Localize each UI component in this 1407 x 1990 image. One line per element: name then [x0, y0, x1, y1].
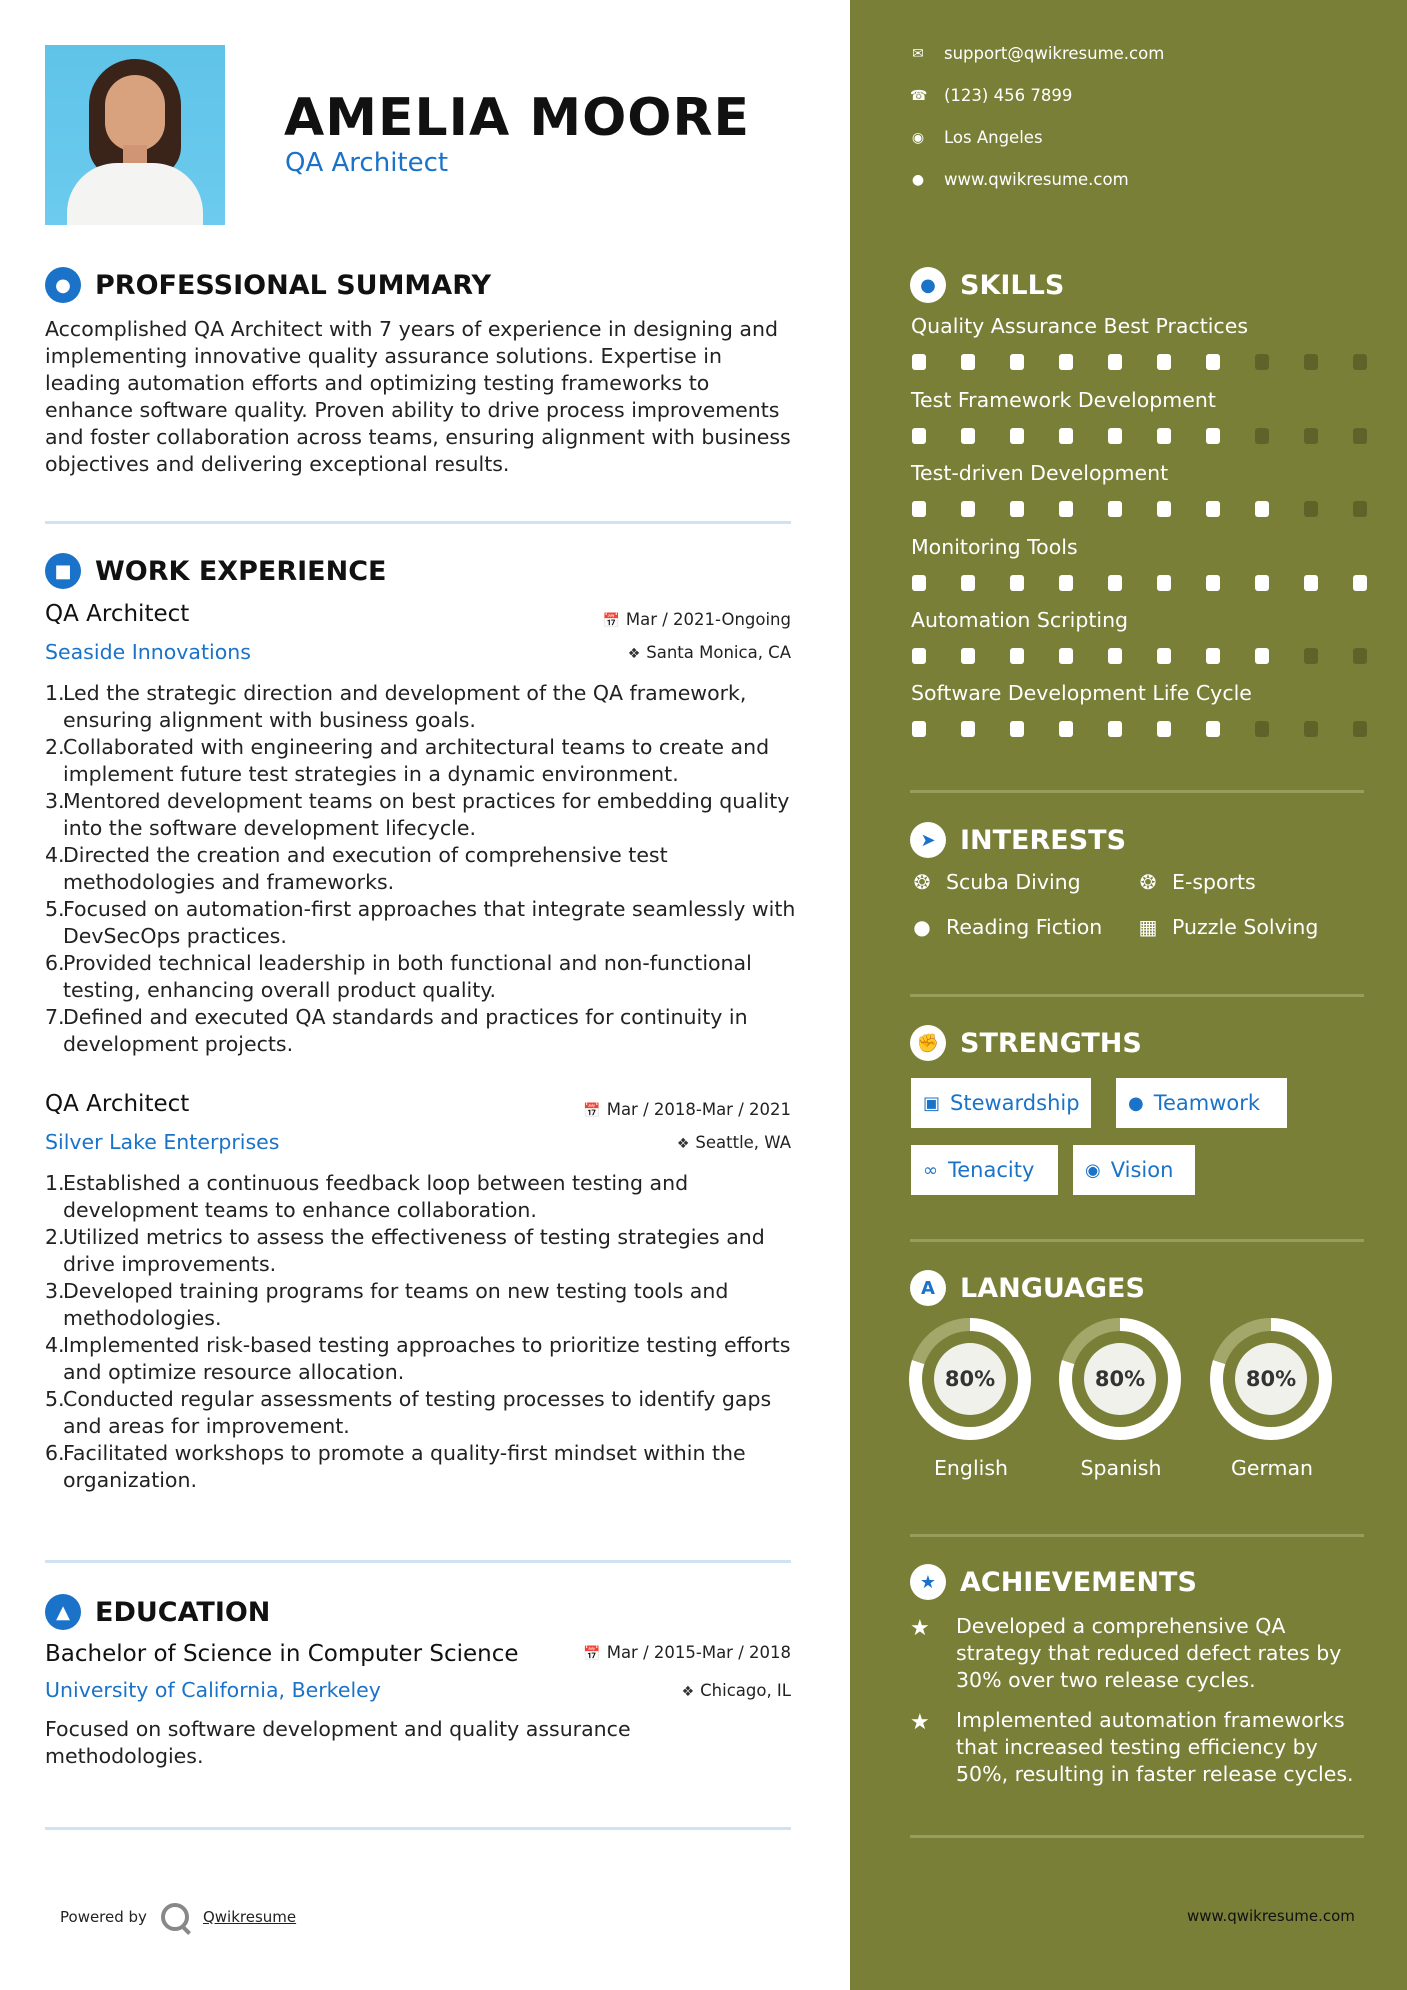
list-item: 3. Mentored development teams on best practices for embedding quality into the software development lifecycle. — [45, 789, 790, 840]
education-dates: 📅 Mar / 2015-Mar / 2018 — [583, 1643, 791, 1662]
skill-dot — [1059, 501, 1073, 517]
skill-name: Test-driven Development — [911, 461, 1169, 485]
skill-dot — [1353, 721, 1367, 737]
list-item: 1. Led the strategic direction and development of the QA framework, ensuring alignment with business goals. — [45, 681, 747, 732]
job-dates: 📅 Mar / 2018-Mar / 2021 — [583, 1100, 791, 1119]
interest-item: ● Reading Fiction — [910, 915, 1102, 939]
strength-badge: ● Teamwork — [1116, 1078, 1287, 1128]
language-name: German — [1230, 1456, 1314, 1480]
briefcase-icon: ▣ — [923, 1092, 941, 1114]
section-divider — [910, 1835, 1364, 1838]
education-location: ❖ Chicago, IL — [681, 1681, 791, 1700]
skill-dot — [912, 428, 926, 444]
skill-dot — [1353, 648, 1367, 664]
lifebuoy-icon: ❂ — [1139, 870, 1157, 894]
list-item: 7. Defined and executed QA standards and practices for continuity in development projects. — [45, 1005, 748, 1056]
translate-icon: A — [910, 1270, 946, 1306]
list-item: 1. Established a continuous feedback loop between testing and development teams to enhance collaboration. — [45, 1171, 689, 1222]
job-dates: 📅 Mar / 2021-Ongoing — [602, 610, 791, 629]
skill-dot — [1206, 575, 1220, 591]
work-title: WORK EXPERIENCE — [95, 555, 387, 587]
link-icon: ∞ — [923, 1159, 938, 1181]
user-icon: ● — [45, 267, 81, 303]
skill-dot — [1157, 648, 1171, 664]
list-item: 6. Provided technical leadership in both functional and non-functional testing, enhancing overall product quality. — [45, 951, 752, 1002]
calendar-icon: 📅 — [583, 1646, 601, 1662]
section-divider — [910, 1534, 1364, 1537]
skill-dot — [961, 575, 975, 591]
qwikresume-logo-icon — [161, 1903, 189, 1931]
pin-icon: ❖ — [627, 646, 641, 662]
map-marker-icon: ◉ — [911, 129, 925, 146]
skill-dot — [1157, 575, 1171, 591]
skill-dot — [1304, 575, 1318, 591]
skill-dot — [1255, 721, 1269, 737]
skill-dot — [1255, 501, 1269, 517]
skill-name: Software Development Life Cycle — [911, 681, 1252, 705]
language-item — [909, 1318, 1033, 1480]
skill-dot — [1206, 354, 1220, 370]
skill-dot — [1010, 501, 1024, 517]
skill-dot — [1255, 428, 1269, 444]
powered-by — [60, 1903, 296, 1931]
list-item: 2. Utilized metrics to assess the effectiveness of testing strategies and drive improvements. — [45, 1225, 765, 1276]
section-divider — [45, 1827, 791, 1830]
interest-item: ❂ Scuba Diving — [910, 870, 1081, 894]
chair-icon: ■ — [45, 553, 81, 589]
candidate-role: QA Architect — [285, 148, 449, 178]
skill-dot — [1304, 501, 1318, 517]
contact-phone: ☎ (123) 456 7899 — [910, 86, 1073, 105]
globe-icon: ● — [911, 171, 925, 188]
job-responsibilities — [45, 680, 805, 1058]
achievements-heading — [910, 1564, 1197, 1600]
skill-dot — [1108, 428, 1122, 444]
skill-dot — [912, 648, 926, 664]
skill-dot — [1108, 648, 1122, 664]
skill-dot — [1157, 501, 1171, 517]
skill-dot — [912, 501, 926, 517]
section-divider — [910, 790, 1364, 793]
skill-dot — [1304, 721, 1318, 737]
job-location: ❖ Seattle, WA — [676, 1133, 791, 1152]
skill-dot — [961, 721, 975, 737]
language-progress-ring: 80% — [1059, 1318, 1181, 1440]
skill-dot — [1353, 501, 1367, 517]
skill-dot — [1255, 354, 1269, 370]
list-item: 6. Facilitated workshops to promote a quality-first mindset within the organization. — [45, 1441, 746, 1492]
summary-title: PROFESSIONAL SUMMARY — [95, 269, 492, 301]
skill-dot — [1108, 721, 1122, 737]
skill-dot — [1010, 721, 1024, 737]
brand-link[interactable]: Qwikresume — [202, 1908, 297, 1926]
skill-dot — [1059, 648, 1073, 664]
job-responsibilities — [45, 1170, 805, 1494]
achievements-title: ACHIEVEMENTS — [960, 1566, 1197, 1598]
degree-title: Bachelor of Science in Computer Science — [45, 1641, 519, 1667]
skill-dot — [961, 354, 975, 370]
school-name: University of California, Berkeley — [45, 1678, 381, 1702]
strengths-title: STRENGTHS — [960, 1027, 1142, 1059]
skill-dot — [1157, 721, 1171, 737]
job-location: ❖ Santa Monica, CA — [627, 643, 791, 662]
summary-text: Accomplished QA Architect with 7 years of experience in designing and implementing innovative quality assurance solutions. Expertise in leading automation efforts and optimizing testing frameworks to enhance software quality. Proven ability to drive process improvements and foster collaboration across teams, ensuring alignment with business objectives and delivering exceptional results. — [45, 317, 791, 476]
skill-dot — [1255, 575, 1269, 591]
skill-dot — [1353, 354, 1367, 370]
skills-title: SKILLS — [960, 269, 1065, 301]
skill-dot — [1010, 648, 1024, 664]
interests-title: INTERESTS — [960, 824, 1127, 856]
list-item: 4. Directed the creation and execution of comprehensive test methodologies and frameworks. — [45, 843, 668, 894]
languages-heading — [910, 1270, 1145, 1306]
contact-email: ✉ support@qwikresume.com — [910, 44, 1164, 63]
shooting-star-icon: ★ — [910, 1616, 930, 1641]
skill-dot — [1059, 428, 1073, 444]
languages-title: LANGUAGES — [960, 1272, 1145, 1304]
skill-name: Monitoring Tools — [911, 535, 1078, 559]
list-item: 4. Implemented risk-based testing approaches to prioritize testing efforts and optimize resource allocation. — [45, 1333, 791, 1384]
skill-dot — [1255, 648, 1269, 664]
section-divider — [45, 521, 791, 524]
list-item: 3. Developed training programs for teams on new testing tools and methodologies. — [45, 1279, 729, 1330]
skill-dot — [1010, 428, 1024, 444]
section-divider — [45, 1560, 791, 1563]
skill-dot — [1010, 575, 1024, 591]
company-name: Seaside Innovations — [45, 640, 251, 664]
interest-item: ▦ Puzzle Solving — [1136, 915, 1318, 939]
language-name: English — [933, 1456, 1009, 1480]
skill-dot — [1108, 354, 1122, 370]
skill-dot — [1108, 575, 1122, 591]
strengths-heading — [910, 1025, 1142, 1061]
candidate-name: AMELIA MOORE — [284, 88, 751, 148]
skill-dot — [1108, 501, 1122, 517]
skill-dot — [1304, 648, 1318, 664]
pin-icon: ❖ — [681, 1684, 695, 1700]
skill-dot — [1206, 428, 1220, 444]
job-title: QA Architect — [45, 1091, 190, 1117]
star-icon: ★ — [910, 1564, 946, 1600]
skill-dot — [912, 721, 926, 737]
contact-location: ◉ Los Angeles — [911, 128, 1043, 147]
section-divider — [910, 994, 1364, 997]
skill-dot — [1304, 354, 1318, 370]
skill-dot — [1206, 501, 1220, 517]
binoculars-icon: ◉ — [1085, 1159, 1101, 1181]
skill-rating — [912, 501, 1367, 517]
company-name: Silver Lake Enterprises — [45, 1130, 280, 1154]
education-heading — [45, 1594, 270, 1630]
strength-badge: ∞ Tenacity — [911, 1145, 1058, 1195]
work-heading — [45, 553, 386, 589]
job-title: QA Architect — [45, 601, 190, 627]
skill-dot — [1157, 428, 1171, 444]
calendar-icon: 📅 — [583, 1103, 601, 1119]
skill-rating — [912, 575, 1367, 591]
envelope-icon: ✉ — [912, 45, 924, 62]
list-item: 5. Conducted regular assessments of testing processes to identify gaps and areas for improvement. — [45, 1387, 772, 1438]
skill-dot — [1157, 354, 1171, 370]
fist-icon: ✊ — [910, 1025, 946, 1061]
skill-dot — [961, 648, 975, 664]
skill-dot — [1010, 354, 1024, 370]
list-item: 2. Collaborated with engineering and architectural teams to create and implement future test strategies in a dynamic environment. — [45, 735, 770, 786]
language-progress-ring: 80% — [909, 1318, 1031, 1440]
skill-dot — [912, 354, 926, 370]
skill-dot — [1059, 575, 1073, 591]
strength-badge: ▣ Stewardship — [911, 1078, 1091, 1128]
achievement-item: ★ Developed a comprehensive QA strategy that reduced defect rates by 30% over two release cycles. — [910, 1614, 1342, 1692]
skill-dot — [1353, 575, 1367, 591]
users-icon: ● — [1128, 1092, 1144, 1114]
shooting-star-icon: ★ — [910, 1710, 930, 1735]
skill-rating — [912, 721, 1367, 737]
pin-icon: ❖ — [676, 1136, 690, 1152]
skill-name: Quality Assurance Best Practices — [911, 314, 1248, 338]
book-icon: ▦ — [1138, 915, 1158, 939]
skill-rating — [912, 354, 1367, 370]
gamepad-icon: ● — [913, 915, 931, 939]
skill-rating — [912, 648, 1367, 664]
interests-heading — [910, 822, 1126, 858]
language-item — [1059, 1318, 1183, 1480]
skill-dot — [1353, 428, 1367, 444]
skill-dot — [1059, 354, 1073, 370]
powered-by-label: Powered by — [60, 1908, 147, 1926]
strength-badge: ◉ Vision — [1073, 1145, 1195, 1195]
skill-dot — [912, 575, 926, 591]
summary-heading — [45, 267, 491, 303]
language-item — [1210, 1318, 1334, 1480]
education-title: EDUCATION — [95, 1596, 271, 1628]
education-description: Focused on software development and quality assurance methodologies. — [45, 1717, 631, 1768]
achievement-item: ★ Implemented automation frameworks that increased testing efficiency by 50%, resulting in faster release cycles. — [910, 1708, 1354, 1786]
skill-dot — [961, 501, 975, 517]
contact-website: ● www.qwikresume.com — [911, 170, 1129, 189]
paper-plane-icon: ➤ — [910, 822, 946, 858]
lightbulb-icon: ● — [910, 267, 946, 303]
language-progress-ring: 80% — [1210, 1318, 1332, 1440]
skill-dot — [1206, 721, 1220, 737]
skill-name: Automation Scripting — [911, 608, 1129, 632]
section-divider — [910, 1239, 1364, 1242]
list-item: 5. Focused on automation-first approaches that integrate seamlessly with DevSecOps practices. — [45, 897, 796, 948]
lifebuoy-icon: ❂ — [913, 870, 931, 894]
graduate-icon: ▲ — [45, 1594, 81, 1630]
profile-photo — [45, 45, 225, 225]
skill-dot — [1304, 428, 1318, 444]
footer-url[interactable]: www.qwikresume.com — [1187, 1907, 1355, 1925]
skill-dot — [1059, 721, 1073, 737]
skill-rating — [912, 428, 1367, 444]
phone-icon: ☎ — [910, 87, 928, 104]
calendar-icon: 📅 — [602, 613, 620, 629]
skill-name: Test Framework Development — [911, 388, 1216, 412]
skills-heading — [910, 267, 1064, 303]
language-name: Spanish — [1080, 1456, 1162, 1480]
skill-dot — [1206, 648, 1220, 664]
interest-item: ❂ E-sports — [1136, 870, 1256, 894]
skill-dot — [961, 428, 975, 444]
